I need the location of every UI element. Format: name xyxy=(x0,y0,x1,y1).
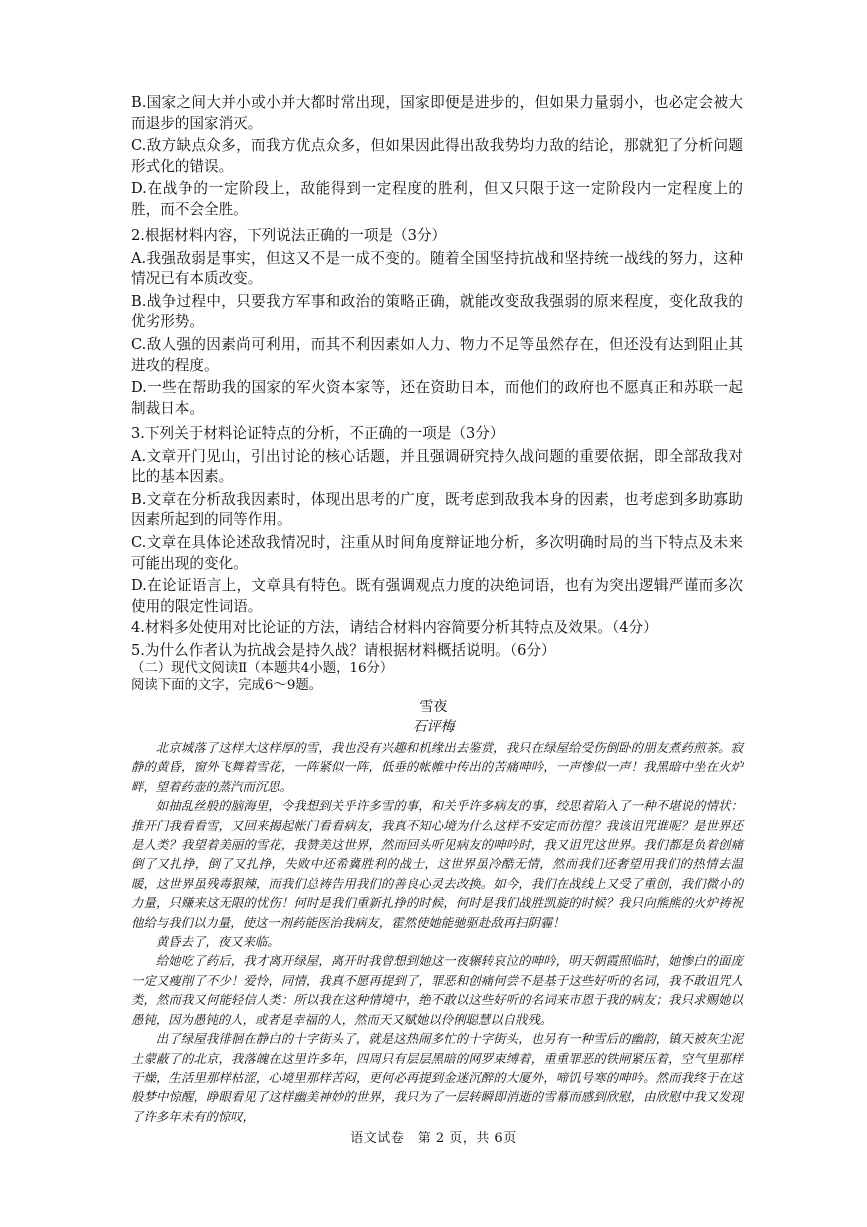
q5-text: 5.为什么作者认为抗战会是持久战？请根据材料概括说明。（6分） xyxy=(131,641,556,659)
section-instruction: 阅读下面的文字，完成6～9题。 xyxy=(131,678,323,693)
section-2-header xyxy=(131,660,743,694)
question-1-options xyxy=(131,93,743,221)
question-2 xyxy=(131,226,743,419)
q1-option-b: B.国家之间大并小或小并大都时常出现，国家即便是进步的，但如果力量弱小，也必定会被大而退步的国家消灭。 xyxy=(131,94,743,132)
q3-option-d: D.在论证语言上，文章具有特色。既有强调观点力度的决绝词语，也有为突出逻辑严谨而多次使用的限定性词语。 xyxy=(131,577,743,615)
essay-title: 雪夜 xyxy=(419,699,448,715)
section-heading: （二）现代文阅读Ⅱ（本题共4小题，16分） xyxy=(131,661,394,676)
question-3 xyxy=(131,424,743,617)
q4-text: 4.材料多处使用对比论证的方法，请结合材料内容简要分析其特点及效果。（4分） xyxy=(131,619,658,636)
page-footer: 语文试卷 第 2 页，共 6页 xyxy=(350,1131,517,1146)
essay-body xyxy=(131,738,743,1126)
q3-option-c: C.文章在具体论述敌我情况时，注重从时间角度辩证地分析，多次明确时局的当下特点及未来可能出现的变化。 xyxy=(131,533,743,572)
essay-paragraph: 北京城落了这样大这样厚的雪，我也没有兴趣和机缘出去鉴赏，我只在绿屋给受伤倒卧的朋友煮药煎茶。寂静的黄昏，窗外飞舞着雪花，一阵紧似一阵，低垂的帐帷中传出的苦痛呻吟，一声惨似一声！我黑暗中坐在火炉畔，望着药壶的蒸汽而沉思。 xyxy=(131,740,743,794)
q3-option-a: A.文章开门见山，引出讨论的核心话题，并且强调研究持久战问题的重要依据，即全部敌我对比的基本因素。 xyxy=(131,447,743,486)
essay-author: 石评梅 xyxy=(412,719,455,735)
essay-paragraph: 出了绿屋我徘徊在静白的十字街头了，就是这热闹多忙的十字街头，也另有一种雪后的幽韵，镇天被灰尘泥土蒙蔽了的北京，我落魄在这里许多年，四周只有层层黑暗的网罗束缚着，重重罪恶的铁闸紧压着，空气里那样干燥，生活里那样枯涩，心境里那样苦闷，更何必再提到金迷沉醉的大厦外，啼饥号寒的呻吟。然而我终于在这般梦中惊醒，睁眼看见了这样幽美神妙的世界，我只为了一层转瞬即消逝的雪幕而感到欣慰，由欣慰中我又发现了许多年未有的惊叹， xyxy=(131,1031,743,1124)
q2-option-a: A.我强敌弱是事实，但这又不是一成不变的。随着全国坚持抗战和坚持统一战线的努力，这种情况已有本质改变。 xyxy=(131,249,743,288)
q2-stem: 2.根据材料内容，下列说法正确的一项是（3分） xyxy=(131,227,447,244)
q1-option-c: C.敌方缺点众多，而我方优点众多，但如果因此得出敌我势均力敌的结论，那就犯了分析问题形式化的错误。 xyxy=(131,137,743,175)
essay-paragraph: 如抽乱丝般的脑海里，令我想到关乎许多雪的事，和关乎许多病友的事，绞思着陷入了一种不堪说的情状：推开门我看看雪，又回来揭起帐门看看病友，我真不知心境为什么这样不安定而彷徨？我该诅咒谁呢？是世界还是人类？我望着美丽的雪花，我赞美这世界，然而回头听见病友的呻吟时，我又诅咒这世界。我们都是负着创痛倒了又扎挣，倒了又扎挣，失败中还希冀胜利的战士，这世界虽冷酷无情，然而我们还奢望用我们的热情去温暖，这世界虽残毒狠辣，而我们总祷告用我们的善良心灵去改换。如今，我们在战线上又受了重创，我们微小的力量，只赚来这无限的忧伤！何时是我们重新扎挣的时候，何时是我们战胜凯旋的时候？我只向熊熊的火炉祷祝他给与我们以力量，使这一剂药能医治我病友，霍然使她能驰驱赴敌再扫阴霾！ xyxy=(131,798,743,930)
questions-4-5 xyxy=(131,618,743,661)
q2-option-d: D.一些在帮助我的国家的军火资本家等，还在资助日本，而他们的政府也不愿真正和苏联一起制裁日本。 xyxy=(131,379,743,417)
essay-paragraph: 给她吃了药后，我才离开绿屋，离开时我曾想到她这一夜辗转哀泣的呻吟，明天朝霞照临时，她惨白的面庞一定又瘦削了不少！爱怜，同情，我真不愿再提到了，罪恶和创痛何尝不是基于这些好听的名词，我不敢诅咒人类，然而我又何能轻信人类：所以我在这种情境中，绝不敢以这些好听的名词来市恩于我的病友；我只求赐她以愚钝，因为愚钝的人，或者是幸福的人，然而天又赋她以伶俐聪慧以自戕残。 xyxy=(131,953,743,1027)
q1-option-d: D.在战争的一定阶段上，敌能得到一定程度的胜利，但又只限于这一定阶段内一定程度上的胜，而不会全胜。 xyxy=(131,180,743,218)
q2-option-c: C.敌人强的因素尚可利用，而其不利因素如人力、物力不足等虽然存在，但还没有达到阻止其进攻的程度。 xyxy=(131,335,743,374)
q3-option-b: B.文章在分析敌我因素时，体现出思考的广度，既考虑到敌我本身的因素，也考虑到多助寡助因素所起到的同等作用。 xyxy=(131,490,743,529)
q2-option-b: B.战争过程中，只要我方军事和政治的策略正确，就能改变敌我强弱的原来程度，变化敌我的优劣形势。 xyxy=(131,292,743,331)
essay-paragraph: 黄昏去了，夜又来临。 xyxy=(155,934,280,950)
q3-stem: 3.下列关于材料论证特点的分析，不正确的一项是（3分） xyxy=(131,425,505,442)
